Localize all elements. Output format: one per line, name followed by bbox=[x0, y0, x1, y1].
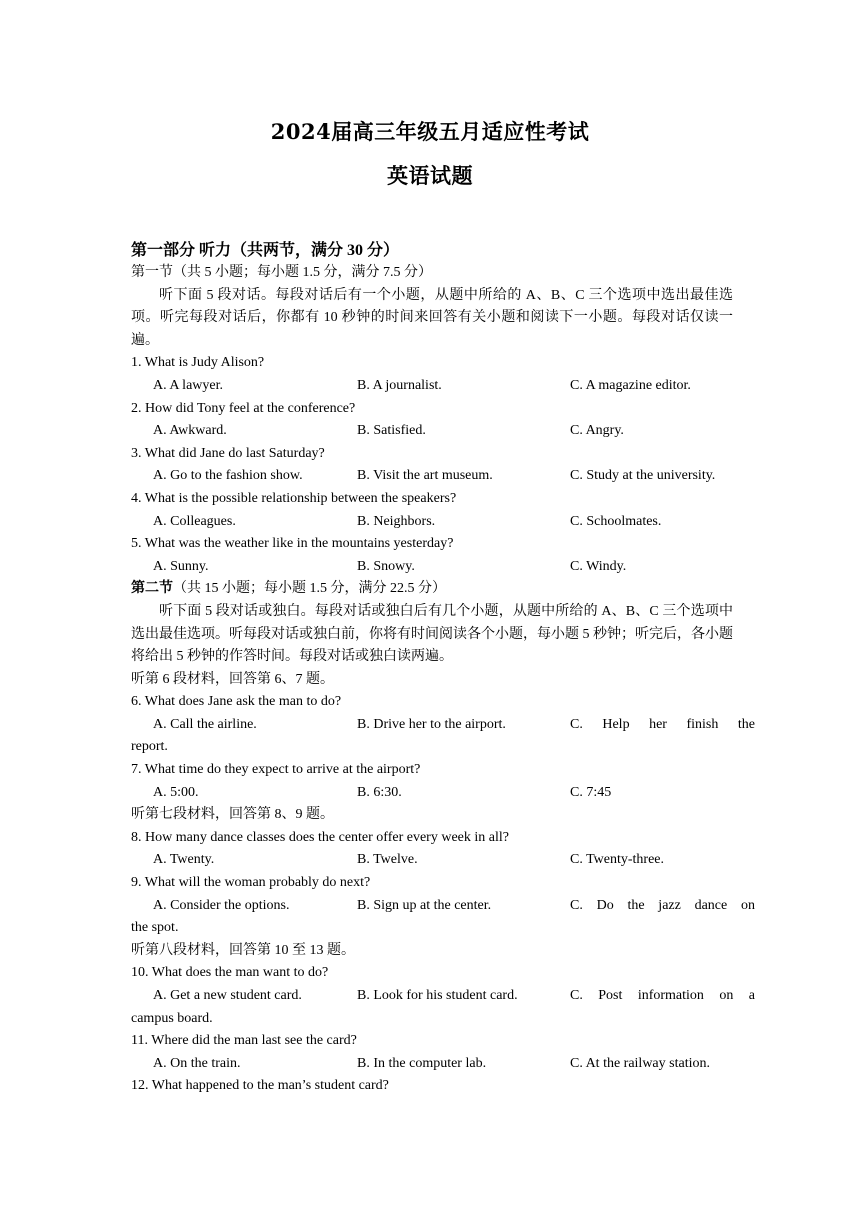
question-7-options bbox=[131, 782, 733, 805]
question-4-options bbox=[131, 511, 733, 534]
option-b: B. Drive her to the airport. bbox=[357, 716, 506, 732]
option-a: A. Sunny. bbox=[153, 558, 209, 574]
option-c: C. Study at the university. bbox=[570, 468, 716, 484]
option-c-continued: report. bbox=[131, 739, 168, 755]
option-b: B. Look for his student card. bbox=[357, 988, 518, 1003]
option-a: A. Twenty. bbox=[153, 852, 215, 868]
question-9-options bbox=[131, 895, 755, 940]
option-a: A. Call the airline. bbox=[153, 716, 257, 732]
option-b: B. In the computer lab. bbox=[357, 1055, 487, 1071]
option-c: C. Twenty-three. bbox=[570, 852, 665, 868]
question-8-options bbox=[131, 849, 733, 872]
option-a: A. 5:00. bbox=[153, 784, 199, 800]
option-c: C. 7:45 bbox=[570, 784, 612, 800]
section2-instructions: 听下面 5 段对话或独白。每段对话或独白后有几个小题，从题中所给的 A、B、C 三个选项中选出最佳选项。听每段对话或独白前，你将有时间阅读各个小题，每小题 5 秒钟；听完后，各小题将给出 5 秒钟的作答时间。每段对话或独白读两遍。 bbox=[131, 603, 733, 665]
question-9: 9. What will the woman probably do next? bbox=[131, 875, 371, 891]
option-b: B. Snowy. bbox=[357, 558, 415, 574]
question-1: 1. What is Judy Alison? bbox=[131, 355, 265, 371]
option-c: C. Do the jazz dance on bbox=[570, 897, 755, 913]
section2-heading bbox=[131, 578, 733, 601]
option-c: C. A magazine editor. bbox=[570, 377, 691, 393]
section1-instructions: 听下面 5 段对话。每段对话后有一个小题，从题中所给的 A、B、C 三个选项中选出最佳选项。听完每段对话后，你都有 10 秒钟的时间来回答有关小题和阅读下一小题。每段对话仅读一遍。 bbox=[131, 287, 733, 348]
option-c: C. Windy. bbox=[570, 558, 627, 574]
question-11-options bbox=[131, 1053, 733, 1076]
question-6: 6. What does Jane ask the man to do? bbox=[131, 694, 342, 710]
material-8-note: 听第八段材料，回答第 10 至 13 题。 bbox=[131, 942, 355, 958]
question-5: 5. What was the weather like in the mountains yesterday? bbox=[131, 536, 454, 552]
question-10-options bbox=[131, 985, 755, 1030]
option-b: B. Satisfied. bbox=[357, 423, 426, 439]
question-10: 10. What does the man want to do? bbox=[131, 965, 329, 981]
material-6-note: 听第 6 段材料，回答第 6、7 题。 bbox=[131, 671, 334, 687]
option-b: B. Visit the art museum. bbox=[357, 468, 493, 484]
option-a: A. Colleagues. bbox=[153, 513, 236, 529]
exam-subtitle: 英语试题 bbox=[387, 163, 473, 188]
part1-heading: 第一部分 听力（共两节，满分 30 分） bbox=[131, 242, 400, 259]
option-a: A. A lawyer. bbox=[153, 377, 223, 393]
option-a: A. Get a new student card. bbox=[153, 988, 302, 1003]
option-a: A. Awkward. bbox=[153, 423, 227, 439]
exam-title: 2024届高三年级五月适应性考试 bbox=[270, 119, 590, 144]
option-c: C. Schoolmates. bbox=[570, 513, 662, 529]
question-2-options bbox=[131, 420, 733, 443]
option-c: C. Post information on a bbox=[570, 988, 755, 1003]
section1-heading: 第一节（共 5 小题；每小题 1.5 分，满分 7.5 分） bbox=[131, 265, 432, 280]
section2-heading-label: 第二节 bbox=[131, 581, 173, 597]
option-c: C. At the railway station. bbox=[570, 1055, 710, 1071]
option-b: B. A journalist. bbox=[357, 377, 442, 393]
option-a: A. Go to the fashion show. bbox=[153, 468, 303, 484]
option-c: C. Help her finish the bbox=[570, 716, 755, 732]
option-a: A. On the train. bbox=[153, 1055, 241, 1071]
option-b: B. Neighbors. bbox=[357, 513, 436, 529]
question-12: 12. What happened to the man’s student card? bbox=[131, 1078, 389, 1094]
question-8: 8. How many dance classes does the center offer every week in all? bbox=[131, 829, 509, 845]
option-b: B. Sign up at the center. bbox=[357, 897, 492, 913]
option-b: B. 6:30. bbox=[357, 784, 402, 800]
material-7-note: 听第七段材料，回答第 8、9 题。 bbox=[131, 807, 334, 823]
question-1-options bbox=[131, 375, 733, 398]
option-b: B. Twelve. bbox=[357, 852, 418, 868]
question-11: 11. Where did the man last see the card? bbox=[131, 1033, 357, 1049]
option-a: A. Consider the options. bbox=[153, 897, 290, 913]
question-3: 3. What did Jane do last Saturday? bbox=[131, 445, 325, 461]
question-5-options bbox=[131, 556, 733, 579]
option-c: C. Angry. bbox=[570, 423, 624, 439]
section2-heading-detail: （共 15 小题；每小题 1.5 分，满分 22.5 分） bbox=[173, 581, 446, 597]
question-7: 7. What time do they expect to arrive at the airport? bbox=[131, 762, 421, 778]
question-6-options bbox=[131, 714, 755, 759]
question-2: 2. How did Tony feel at the conference? bbox=[131, 400, 356, 416]
exam-content bbox=[131, 240, 755, 1098]
option-c-continued: the spot. bbox=[131, 920, 179, 936]
question-4: 4. What is the possible relationship between the speakers? bbox=[131, 490, 457, 506]
question-3-options bbox=[131, 465, 733, 488]
option-c-continued: campus board. bbox=[131, 1010, 213, 1026]
